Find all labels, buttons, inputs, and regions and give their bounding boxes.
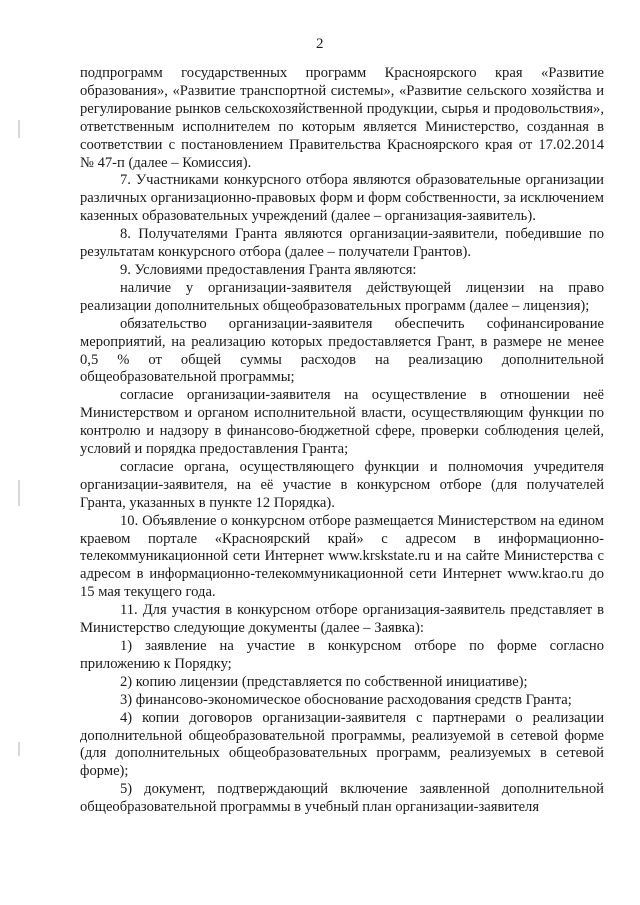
paragraph-p-9: 9. Условиями предоставления Гранта являются: [120, 261, 417, 278]
scan-artifact [18, 120, 20, 138]
document-body [80, 65, 604, 817]
paragraph-p-10: 10. Объявление о конкурсном отборе размещается Министерством на едином краевом портале «Красноярский край» с адресом в информационно-телекоммуникационной сети Интернет www.krskstate.ru и на сайте Министерства с адресом в информационно-телекоммуникационной сети Интернет www.krao.ru до 15 мая текущего года. [80, 512, 604, 601]
paragraph-p-11-1: 1) заявление на участие в конкурсном отборе по форме согласно приложению к Порядку; [80, 638, 604, 672]
paragraph-p-9-a: наличие у организации-заявителя действующей лицензии на право реализации дополнительных общеобразовательных программ (далее – лицензия); [80, 279, 604, 314]
scan-artifact [18, 480, 20, 506]
paragraph-p-11-2: 2) копию лицензии (представляется по собственной инициативе); [120, 673, 528, 690]
paragraph-p-continuation: подпрограмм государственных программ Красноярского края «Развитие образования», «Развитие транспортной системы», «Развитие сельского хозяйства и регулирование рынков сельскохозяйственной продукции, сырья и продовольствия», ответственным исполнителем по которым является Министерство, созданная в соответствии с постановлением Правительства Красноярского края от 17.02.2014 № 47-п (далее – Комиссия). [80, 65, 604, 171]
page-number: 2 [316, 36, 324, 52]
scan-artifact [18, 742, 20, 756]
paragraph-p-9-d: согласие органа, осуществляющего функции и полномочия учредителя организации-заявителя, на её участие в конкурсном отборе (для получателей Гранта, указанных в пункте 12 Порядка). [80, 458, 604, 511]
paragraph-p-11: 11. Для участия в конкурсном отборе организация-заявитель представляет в Министерство следующие документы (далее – Заявка): [80, 602, 604, 637]
paragraph-p-7: 7. Участниками конкурсного отбора являются образовательные организации различных организационно-правовых форм и форм собственности, за исключением казенных образовательных учреждений (далее – организация-заявитель). [80, 172, 604, 225]
paragraph-p-11-4: 4) копии договоров организации-заявителя с партнерами о реализации дополнительной общеобразовательной программы, реализуемой в сетевой форме (для дополнительных общеобразовательных программ, реализуемых в сетевой форме); [80, 709, 604, 780]
paragraph-p-11-5: 5) документ, подтверждающий включение заявленной дополнительной общеобразовательной программы в учебный план организации-заявителя [80, 781, 604, 816]
paragraph-p-11-3: 3) финансово-экономическое обоснование расходования средств Гранта; [120, 691, 572, 708]
paragraph-p-9-c: согласие организации-заявителя на осуществление в отношении неё Министерством и органом исполнительной власти, осуществляющим функции по контролю и надзору в финансово-бюджетной сфере, проверки соблюдения целей, условий и порядка предоставления Гранта; [80, 387, 604, 458]
paragraph-p-9-b: обязательство организации-заявителя обеспечить софинансирование мероприятий, на реализацию которых предоставляется Грант, в размере не менее 0,5 % от общей суммы расходов на реализацию дополнительной общеобразовательной программы; [80, 315, 604, 386]
paragraph-p-8: 8. Получателями Гранта являются организации-заявители, победившие по результатам конкурсного отбора (далее – получатели Грантов). [80, 226, 604, 261]
